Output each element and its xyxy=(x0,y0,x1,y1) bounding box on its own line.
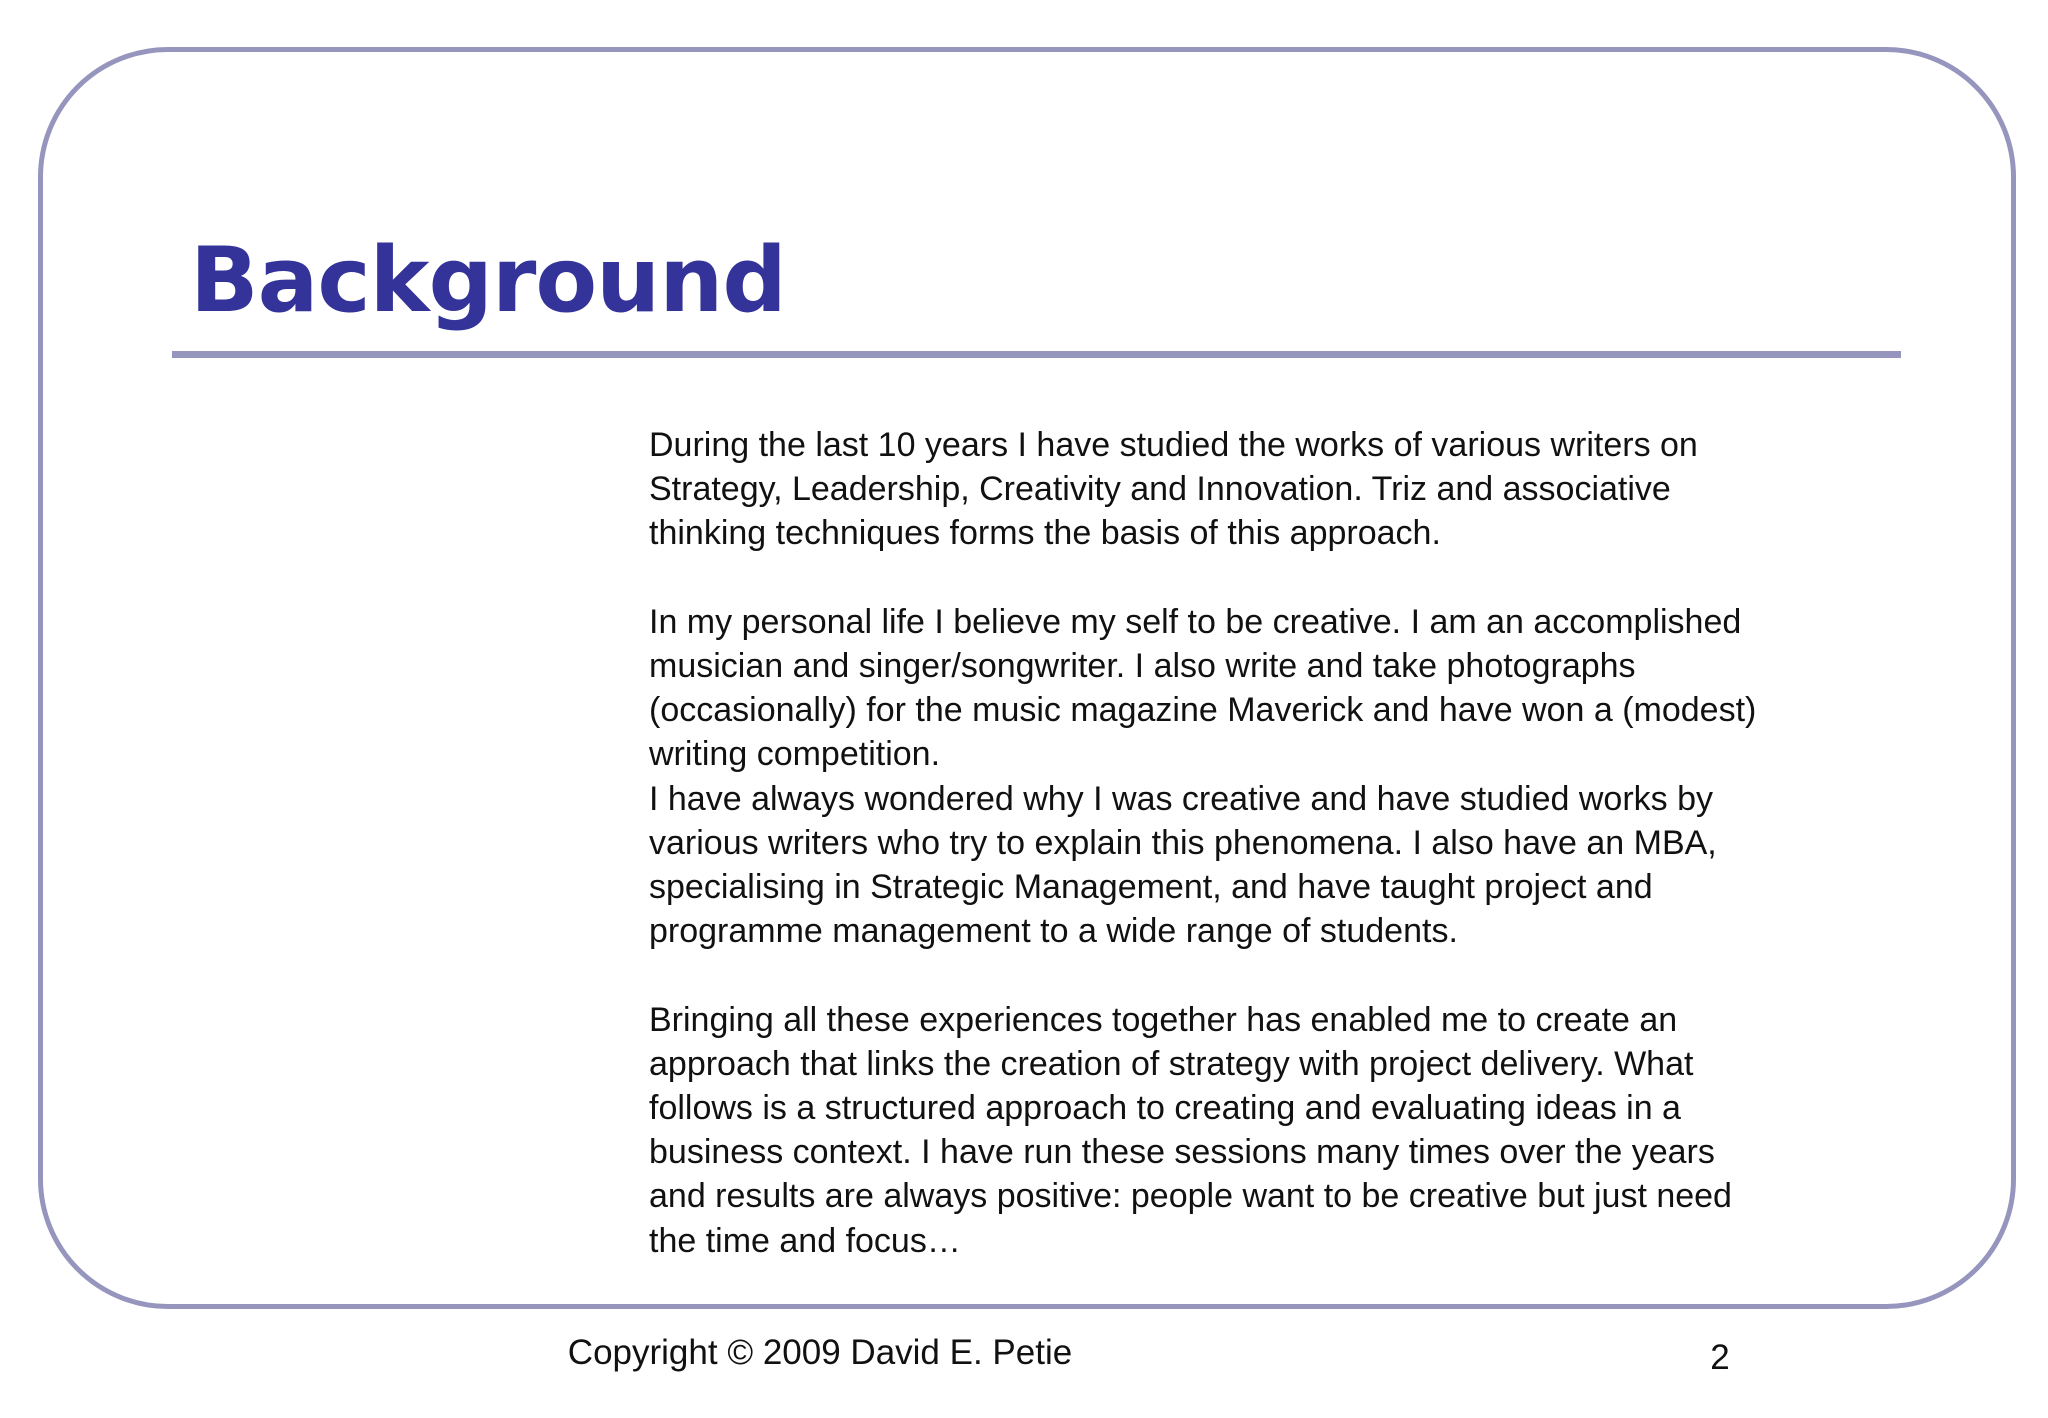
slide-body xyxy=(649,423,1879,1263)
page-number: 2 xyxy=(1710,1338,1730,1377)
paragraph-gap xyxy=(649,953,1879,997)
slide-title: Background xyxy=(190,228,786,333)
body-paragraph-1: During the last 10 years I have studied the works of various writers on Strategy, Leadership, Creativity and Innovation. Triz and associative thinking techniques forms the basis of this approach. xyxy=(649,426,1698,553)
body-paragraph-4: Bringing all these experiences together has enabled me to create an approach that links the creation of strategy with project delivery. What follows is a structured approach to creating and evaluating ideas in a business context. I have run these sessions many times over the years and results are always positive: people want to be creative but just need the time and focus… xyxy=(649,1000,1732,1260)
body-paragraph-3: I have always wondered why I was creative and have studied works by various writers who try to explain this phenomena. I also have an MBA, specialising in Strategic Management, and have taught project and programme management to a wide range of students. xyxy=(649,779,1717,951)
copyright-footer: Copyright © 2009 David E. Petie xyxy=(567,1333,1073,1372)
title-divider xyxy=(172,351,1901,358)
paragraph-gap xyxy=(649,556,1879,600)
body-paragraph-2: In my personal life I believe my self to be creative. I am an accomplished musician and singer/songwriter. I also write and take photographs (occasionally) for the music magazine Maverick and have won a (modest) writing competition. xyxy=(649,602,1757,774)
